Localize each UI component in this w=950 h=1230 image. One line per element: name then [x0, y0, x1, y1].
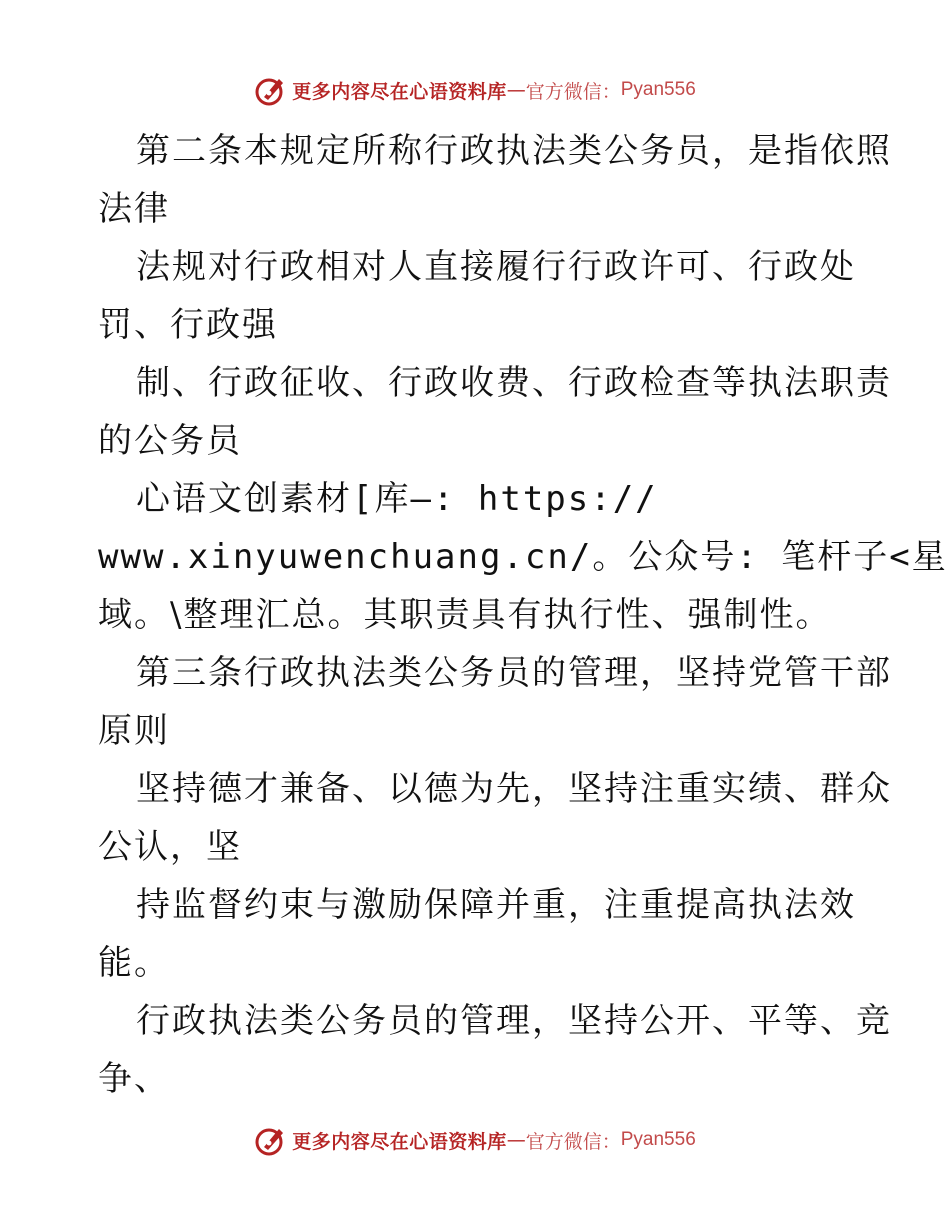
text-line: 的公务员: [98, 421, 242, 461]
text-line: 罚、行政强: [98, 305, 278, 345]
text-line: 制、行政征收、行政收费、行政检查等执法职责: [136, 363, 892, 403]
banner-wechat-label: 官方微信：: [525, 1130, 621, 1153]
header-banner: [0, 70, 950, 110]
text-line: 原则: [98, 711, 170, 751]
text-line: 心语文创素材[库—: https://: [136, 479, 658, 519]
banner-main-text: 更多内容尽在心语资料库: [292, 80, 507, 103]
pen-nib-logo-icon: [254, 1123, 288, 1157]
document-body: [98, 122, 948, 1108]
banner-wechat-id: Pyan556: [620, 79, 696, 100]
pen-nib-logo-icon: [254, 73, 288, 107]
footer-banner: [0, 1120, 950, 1160]
banner-wechat-id: Pyan556: [620, 1129, 696, 1150]
banner-main-text: 更多内容尽在心语资料库: [292, 1130, 507, 1153]
text-line: 第三条行政执法类公务员的管理，坚持党管干部: [136, 653, 892, 693]
text-line: 域。\整理汇总。其职责具有执行性、强制性。: [98, 595, 832, 635]
banner-wechat-label: 官方微信：: [525, 80, 621, 103]
text-line: 公认，坚: [98, 827, 242, 867]
text-line: 争、: [98, 1059, 170, 1099]
text-line: 持监督约束与激励保障并重，注重提高执法效: [136, 885, 856, 925]
text-line: 能。: [98, 943, 170, 983]
text-line: 坚持德才兼备、以德为先，坚持注重实绩、群众: [136, 769, 892, 809]
text-line: www.xinyuwenchuang.cn/。公众号: 笔杆子<星: [98, 537, 948, 577]
text-line: 法规对行政相对人直接履行行政许可、行政处: [136, 247, 856, 287]
banner-separator: —: [506, 1129, 526, 1151]
text-line: 行政执法类公务员的管理，坚持公开、平等、竞: [136, 1001, 892, 1041]
banner-separator: —: [506, 79, 526, 101]
text-line: 法律: [98, 189, 170, 229]
text-line: 第二条本规定所称行政执法类公务员，是指依照: [136, 131, 892, 171]
